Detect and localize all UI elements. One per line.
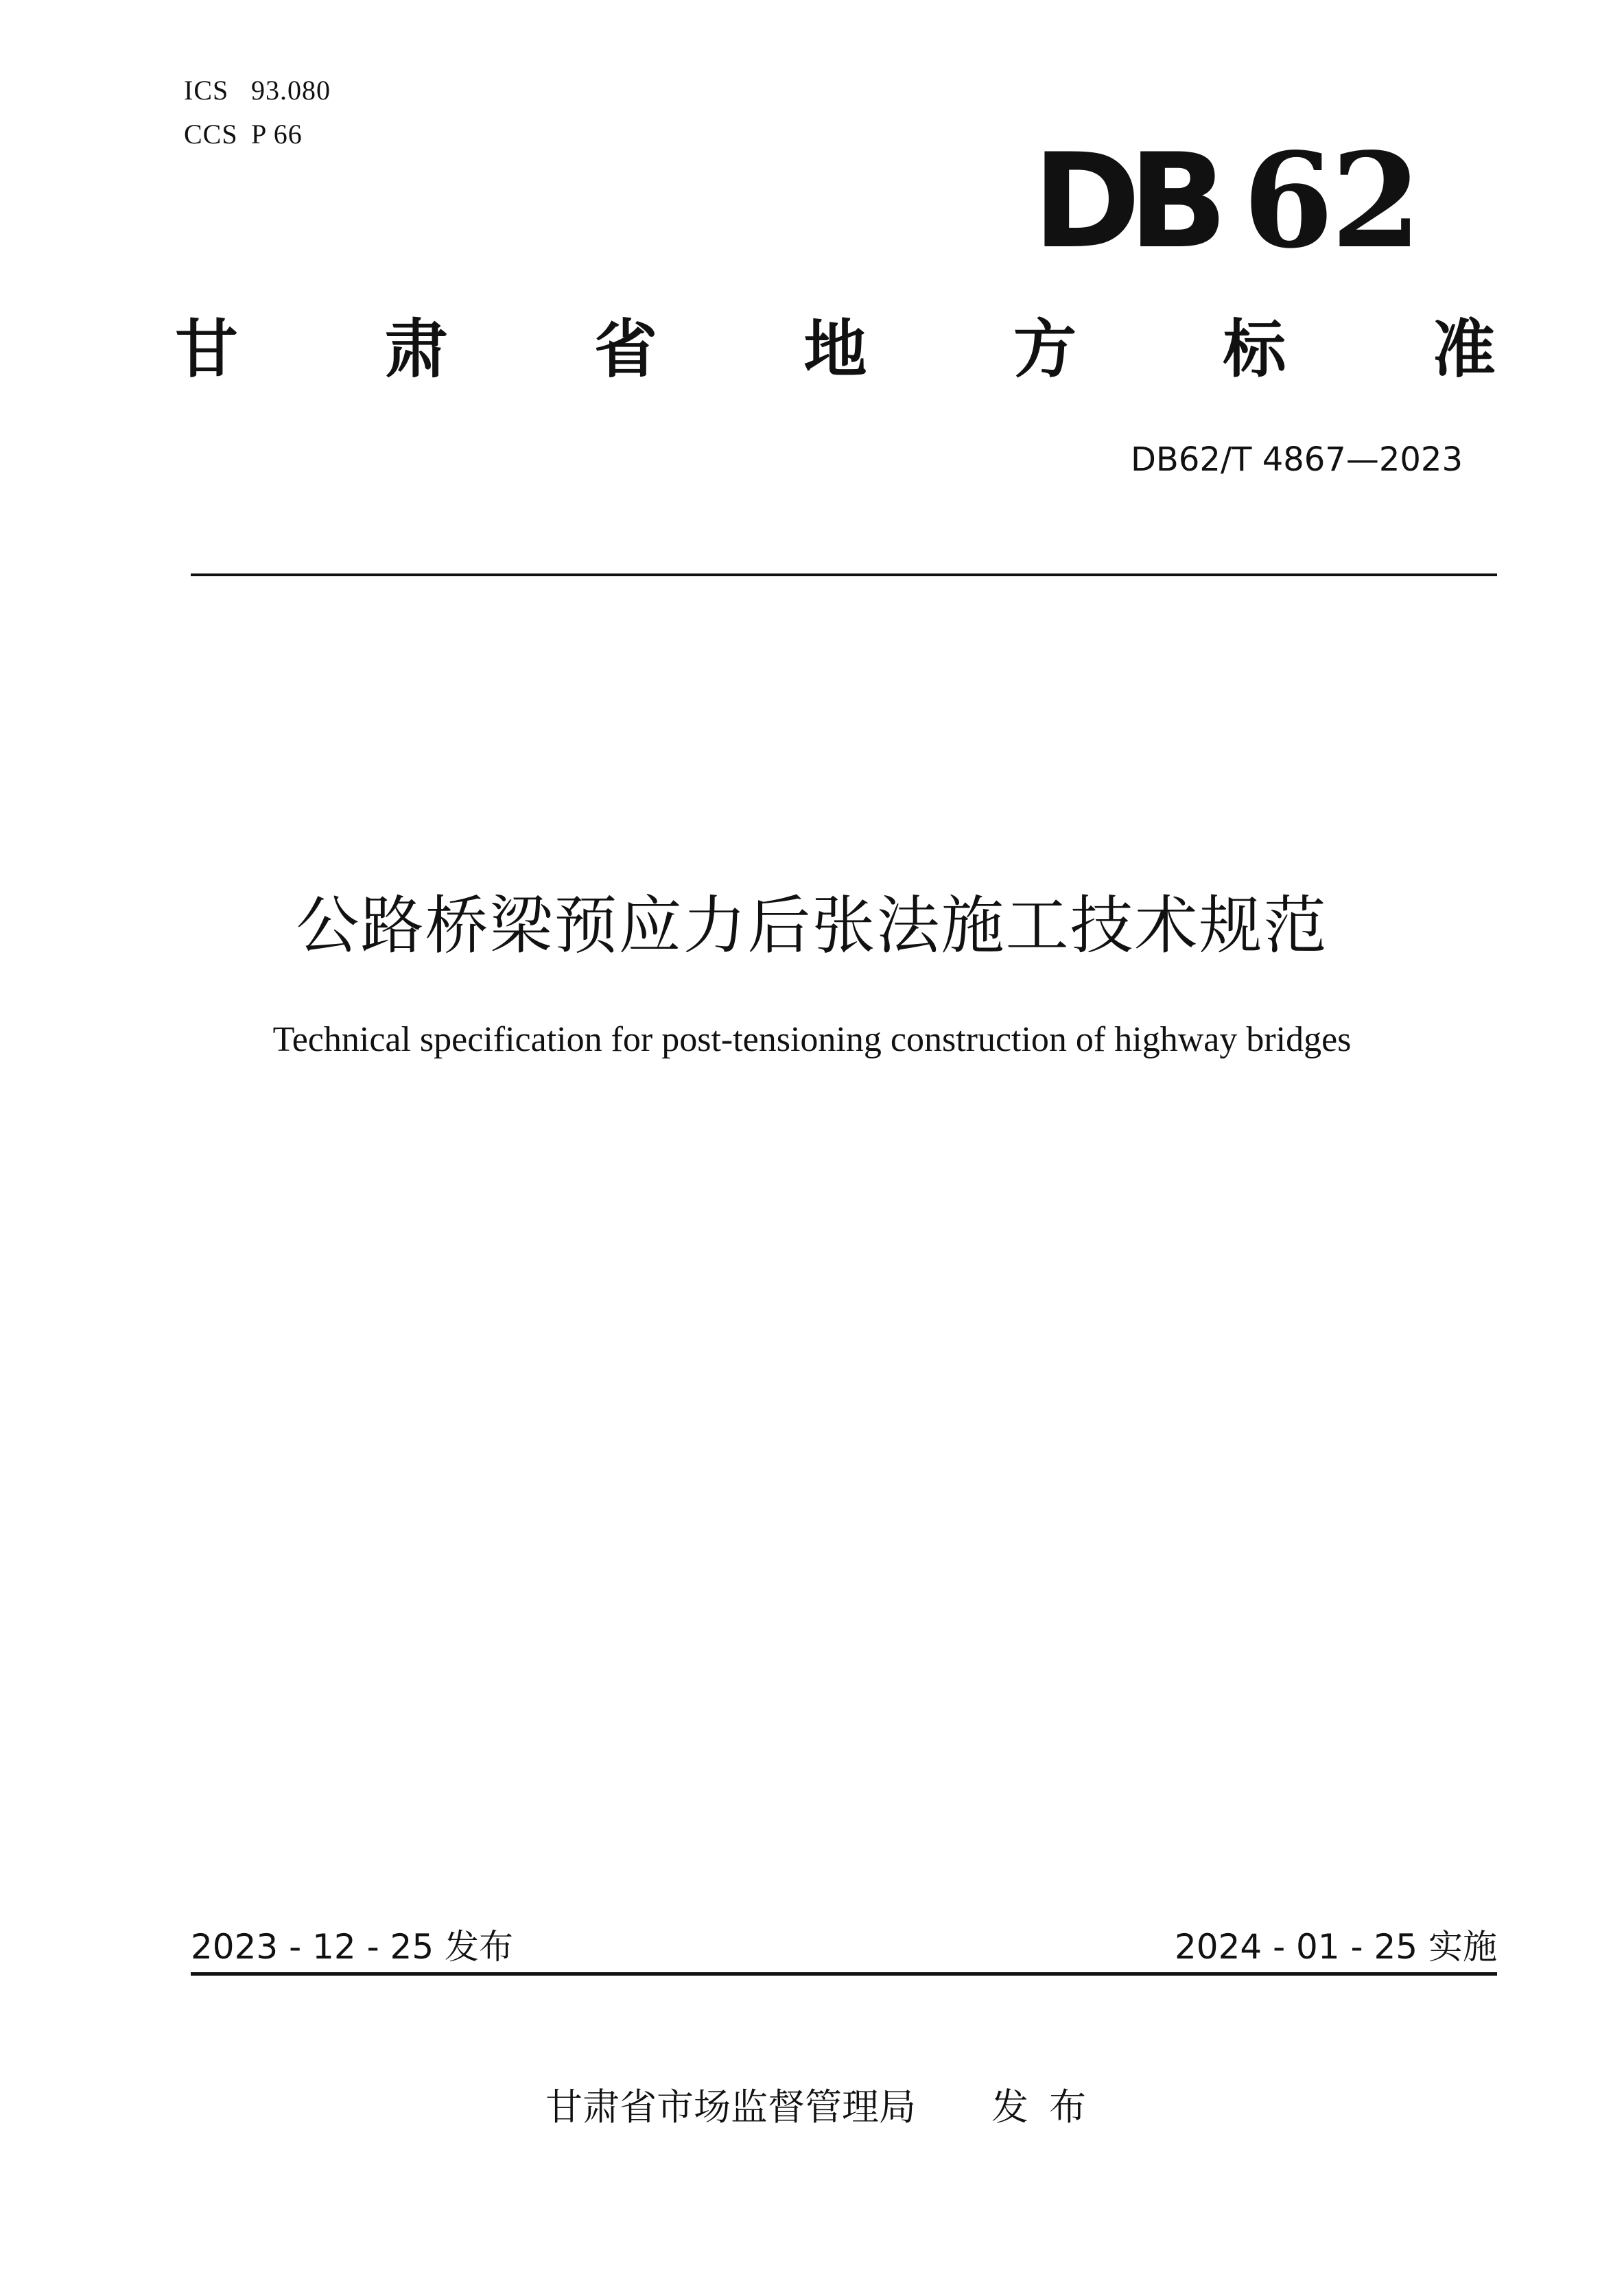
publish-action: 发布 [991, 2085, 1107, 2129]
document-title-chinese: 公路桥梁预应力后张法施工技术规范 [296, 889, 1328, 962]
header-divider [191, 573, 1497, 576]
standard-mark-number: 62 [1243, 124, 1419, 277]
standard-type-char: 肃 [384, 313, 448, 386]
ccs-code: P 66 [251, 119, 303, 150]
standard-type-char: 准 [1432, 313, 1496, 386]
ics-classification [184, 77, 331, 104]
publisher-organization: 甘肃省市场监督管理局 [545, 2085, 916, 2129]
standard-type-char: 地 [803, 313, 867, 386]
document-title-english: Technical specification for post-tensioning construction of highway bridges [272, 1020, 1352, 1059]
standard-mark-logo [1033, 124, 1419, 277]
standard-type-heading [175, 313, 1496, 386]
standard-mark-prefix: DB [1033, 126, 1216, 277]
ics-label: ICS [184, 75, 229, 106]
publisher-line [545, 2085, 1107, 2129]
footer-divider [191, 1972, 1497, 1976]
ics-code: 93.080 [251, 75, 331, 106]
standard-type-char: 标 [1223, 313, 1286, 386]
issue-date: 2023 - 12 - 25 发布 [191, 1927, 514, 1967]
implementation-date: 2024 - 01 - 25 实施 [1174, 1927, 1497, 1967]
standard-type-char: 省 [593, 313, 657, 386]
standard-number: DB62/T 4867—2023 [1130, 440, 1463, 479]
standard-type-char: 甘 [175, 313, 239, 386]
standard-type-char: 方 [1013, 313, 1076, 386]
ccs-label: CCS [184, 119, 238, 150]
ccs-classification [184, 121, 303, 148]
